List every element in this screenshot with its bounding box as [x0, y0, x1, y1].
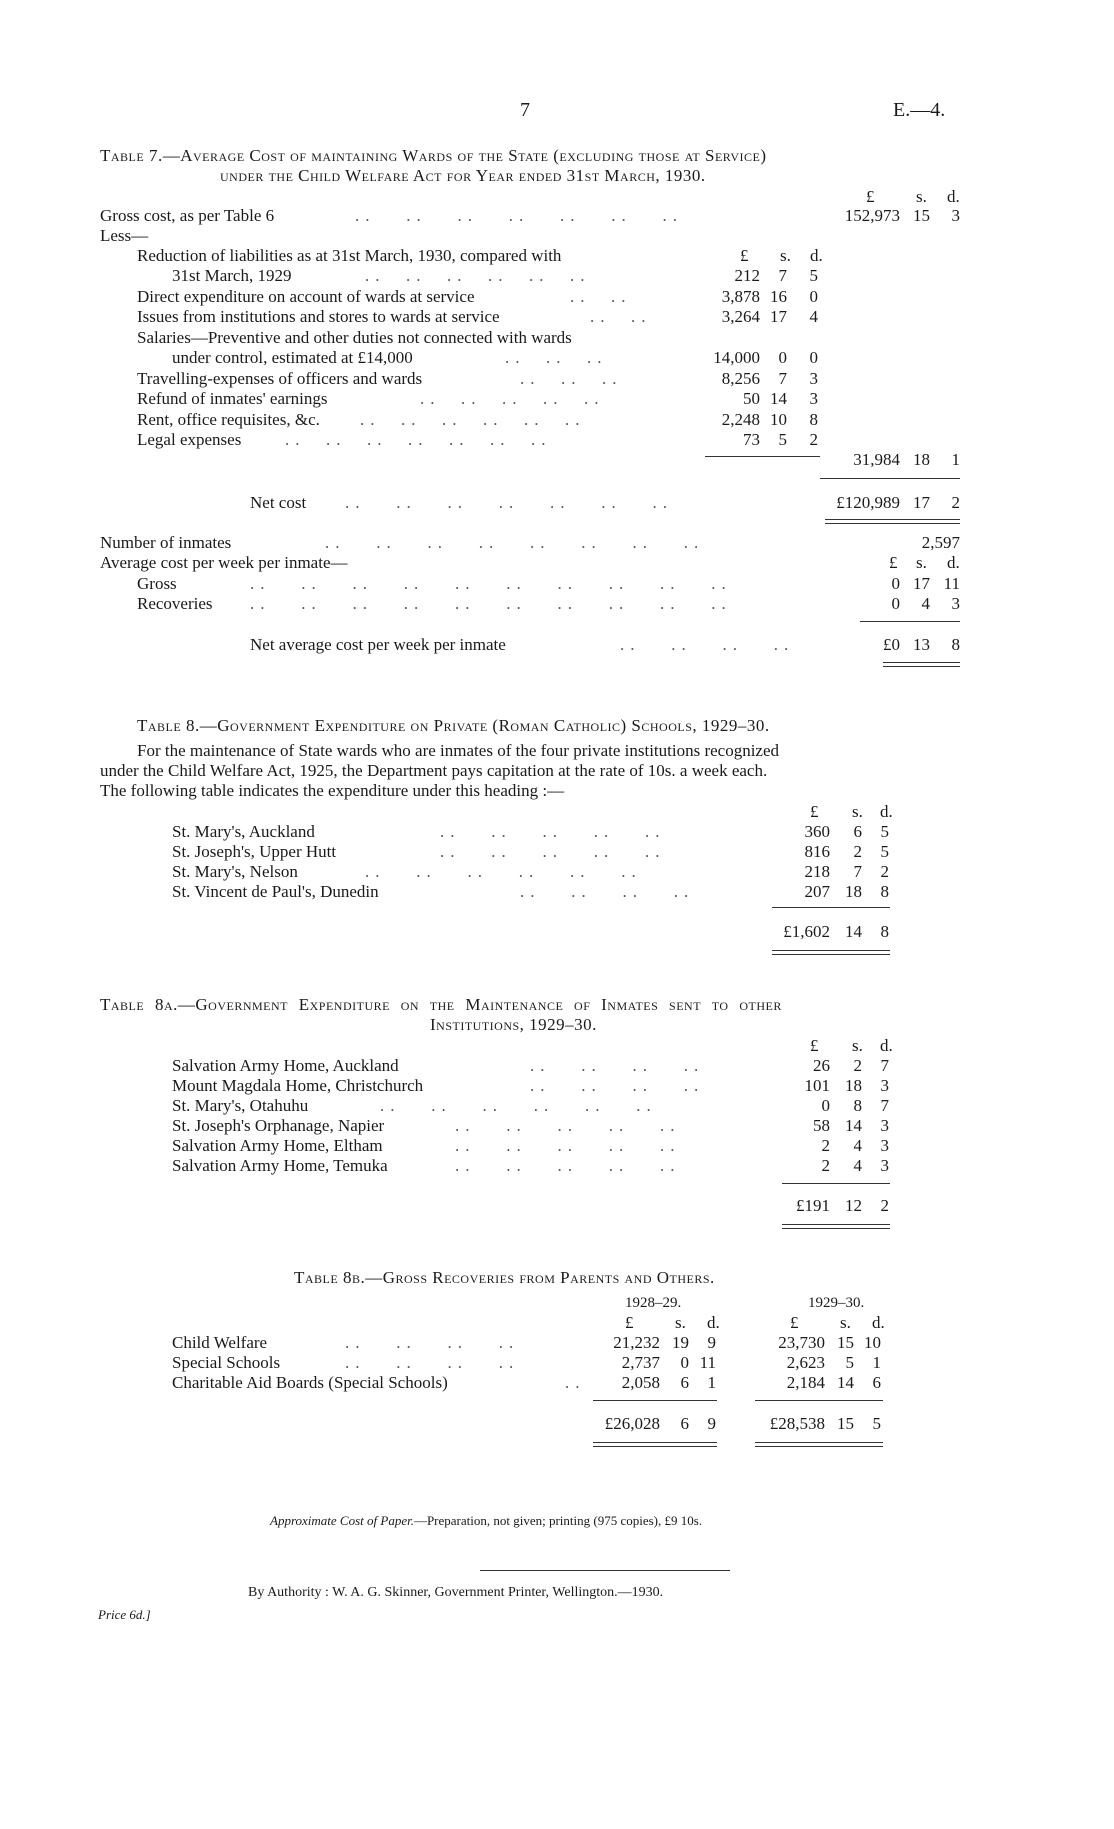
- net-avg-label: Net average cost per week per inmate: [250, 635, 506, 654]
- less-total-pounds: 31,984: [853, 450, 900, 469]
- gross-cost-pence: 3: [951, 206, 960, 225]
- table8a-row-pence: 3: [880, 1116, 889, 1135]
- less-item-shillings: 14: [770, 389, 787, 408]
- table7-title-line2: under the Child Welfare Act for Year ended 31st March, 1930.: [220, 166, 706, 185]
- rule: [593, 1400, 717, 1401]
- t8-currency-s: s.: [852, 802, 863, 821]
- t8b-y1-currency-s: s.: [675, 1313, 686, 1332]
- table8-paragraph: For the maintenance of State wards who are inmates of the four private institutions recognized: [137, 741, 780, 760]
- net-cost-shillings: 17: [913, 493, 930, 512]
- table8a-row-label: Salvation Army Home, Eltham: [172, 1136, 383, 1155]
- table8a-total-pence: 2: [880, 1196, 889, 1215]
- table8-row-pounds: 218: [804, 862, 830, 881]
- rule: [883, 666, 960, 667]
- table8b-title: Table 8b.—Gross Recoveries from Parents and Others.: [294, 1268, 715, 1287]
- less-item-pounds: 2,248: [721, 410, 760, 429]
- table8-row-shillings: 6: [853, 822, 862, 841]
- gross-avg-label: Gross: [137, 574, 177, 593]
- t8a-currency-s: s.: [852, 1036, 863, 1055]
- t7-sub-currency-s: s.: [780, 246, 791, 265]
- leader-dots: .. .. .. .. ..: [455, 1156, 681, 1175]
- less-item-label: Travelling-expenses of officers and wards: [137, 369, 423, 388]
- leader-dots: .. .. .. .. ..: [455, 1136, 681, 1155]
- table8a-title-line1: Table 8a.—Government Expenditure on the Maintenance of Inmates sent to other: [100, 995, 782, 1014]
- avg-currency-s: s.: [916, 553, 927, 572]
- recoveries-label: Recoveries: [137, 594, 213, 613]
- t7-currency-l: £: [866, 187, 875, 206]
- less-item-pence: 8: [809, 410, 818, 429]
- table8-paragraph: The following table indicates the expenditure under this heading :—: [100, 781, 565, 800]
- leader-dots: .. .. .. .. .. ..: [360, 410, 586, 429]
- avg-currency-d: d.: [947, 553, 960, 572]
- rule: [772, 907, 890, 908]
- recoveries-pence: 3: [951, 594, 960, 613]
- table8b-year2: 1929–30.: [808, 1295, 865, 1311]
- table8b-total1-pence: 9: [707, 1414, 716, 1433]
- table8b-y2-pence: 6: [872, 1373, 881, 1392]
- document-reference: E.—4.: [893, 99, 946, 121]
- avg-cost-label: Average cost per week per inmate—: [100, 553, 348, 572]
- rule: [782, 1224, 890, 1225]
- less-item-shillings: 16: [770, 287, 787, 306]
- table8b-row-label: Special Schools: [172, 1353, 281, 1372]
- leader-dots: .. .. .. .. .. .. ..: [345, 493, 673, 512]
- gross-cost-pounds: 152,973: [844, 206, 900, 225]
- table8-row-pence: 2: [880, 862, 889, 881]
- t8b-y2-currency-s: s.: [840, 1313, 851, 1332]
- table8a-row-pence: 3: [880, 1136, 889, 1155]
- table8a-row-pence: 7: [880, 1096, 889, 1115]
- table8-row-shillings: 18: [845, 882, 862, 901]
- net-avg-pence: 8: [951, 635, 960, 654]
- leader-dots: .. .. .. .. .. ..: [365, 862, 642, 881]
- less-total-shillings: 18: [913, 450, 930, 469]
- leader-dots: .. .. .. ..: [620, 635, 795, 654]
- table8-row-pounds: 816: [804, 842, 830, 861]
- net-cost-pence: 2: [951, 493, 960, 512]
- table8b-row-label: Child Welfare: [172, 1333, 268, 1352]
- table8b-y1-shillings: 0: [680, 1353, 689, 1372]
- table8b-year1: 1928–29.: [625, 1295, 682, 1311]
- less-item-label: Legal expenses: [137, 430, 242, 449]
- table8-title: Table 8.—Government Expenditure on Private (Roman Catholic) Schools, 1929–30.: [137, 716, 770, 735]
- table8a-row-pounds: 2: [821, 1136, 830, 1155]
- leader-dots: .. .. .. ..: [345, 1333, 520, 1352]
- less-item-pounds: 212: [734, 266, 760, 285]
- t8-currency-l: £: [810, 802, 819, 821]
- leader-dots: .. .. .. .. .. .. .. .. .. ..: [250, 594, 732, 613]
- table8b-y2-pounds: 23,730: [778, 1333, 825, 1352]
- less-item-pence: 4: [809, 307, 818, 326]
- table8-row-label: St. Mary's, Auckland: [172, 822, 315, 841]
- table8a-title-line2: Institutions, 1929–30.: [430, 1015, 597, 1034]
- table8a-row-pence: 3: [880, 1076, 889, 1095]
- rule: [755, 1400, 883, 1401]
- rule: [782, 1183, 890, 1184]
- leader-dots: .. .. .. ..: [530, 1056, 705, 1075]
- less-item-label: Direct expenditure on account of wards at service: [137, 287, 475, 306]
- t8-currency-d: d.: [880, 802, 893, 821]
- less-item-pence: 5: [809, 266, 818, 285]
- leader-dots: .. ..: [590, 307, 652, 326]
- table8b-y1-pence: 1: [707, 1373, 716, 1392]
- inmates-value: 2,597: [921, 533, 960, 552]
- leader-dots: .. .. .. .. .. .. .. ..: [325, 533, 705, 552]
- less-item-shillings: 0: [778, 348, 787, 367]
- t8b-y1-currency-d: d.: [707, 1313, 720, 1332]
- table8a-row-pence: 7: [880, 1056, 889, 1075]
- table8-total-pence: 8: [880, 922, 889, 941]
- rule: [755, 1442, 883, 1443]
- less-item-shillings: 7: [778, 266, 787, 285]
- less-item-label-cont: under control, estimated at £14,000: [172, 348, 413, 367]
- t8a-currency-l: £: [810, 1036, 819, 1055]
- leader-dots: .. .. ..: [505, 348, 608, 367]
- gross-cost-shillings: 15: [913, 206, 930, 225]
- t7-currency-d: d.: [947, 187, 960, 206]
- leader-dots: .. .. .. .. ..: [420, 389, 605, 408]
- table8b-row-label: Charitable Aid Boards (Special Schools): [172, 1373, 448, 1392]
- table8b-y2-pence: 10: [864, 1333, 881, 1352]
- table8b-y1-pence: 9: [707, 1333, 716, 1352]
- rule: [883, 662, 960, 663]
- rule: [825, 519, 960, 520]
- table8b-y2-shillings: 5: [845, 1353, 854, 1372]
- table8-row-shillings: 7: [853, 862, 862, 881]
- leader-dots: .. .. .. .. .. .. .. .. .. ..: [250, 574, 732, 593]
- less-item-label: Reduction of liabilities as at 31st March, 1930, compared with: [137, 246, 562, 265]
- table8a-row-label: St. Joseph's Orphanage, Napier: [172, 1116, 385, 1135]
- table8b-total2-pounds: £28,538: [769, 1414, 825, 1433]
- table8-row-pence: 8: [880, 882, 889, 901]
- table8b-total2-pence: 5: [872, 1414, 881, 1433]
- table8b-y2-pounds: 2,623: [786, 1353, 825, 1372]
- leader-dots: .. .. .. .. ..: [440, 822, 666, 841]
- leader-dots: ..: [565, 1373, 586, 1392]
- less-item-pence: 0: [809, 287, 818, 306]
- rule: [860, 621, 960, 622]
- table8a-row-shillings: 4: [853, 1136, 862, 1155]
- leader-dots: .. .. .. .. .. .. ..: [355, 206, 683, 225]
- rule: [782, 1228, 890, 1229]
- less-item-label: Rent, office requisites, &c.: [137, 410, 320, 429]
- less-item-pounds: 3,264: [721, 307, 760, 326]
- less-item-pence: 0: [809, 348, 818, 367]
- page-number: 7: [520, 99, 530, 121]
- rule: [480, 1570, 730, 1571]
- less-item-pounds: 73: [743, 430, 760, 449]
- leader-dots: .. .. .. .. ..: [440, 842, 666, 861]
- table8-row-pounds: 360: [804, 822, 830, 841]
- less-item-pence: 3: [809, 369, 818, 388]
- rule: [772, 950, 890, 951]
- gross-avg-pounds: 0: [891, 574, 900, 593]
- less-label: Less—: [100, 226, 149, 245]
- table8-row-label: St. Joseph's, Upper Hutt: [172, 842, 337, 861]
- leader-dots: .. ..: [570, 287, 632, 306]
- leader-dots: .. .. .. .. ..: [455, 1116, 681, 1135]
- table8b-y1-pounds: 2,058: [621, 1373, 660, 1392]
- less-item-pence: 2: [809, 430, 818, 449]
- paper-cost-label: Approximate Cost of Paper.: [270, 1513, 414, 1528]
- net-avg-shillings: 13: [913, 635, 930, 654]
- table8b-y2-shillings: 15: [837, 1333, 854, 1352]
- avg-currency-l: £: [889, 553, 898, 572]
- table8b-y1-pounds: 21,232: [613, 1333, 660, 1352]
- t8b-y1-currency-l: £: [625, 1313, 634, 1332]
- table8a-total-pounds: £191: [796, 1196, 830, 1215]
- t8b-y2-currency-l: £: [790, 1313, 799, 1332]
- table8b-total2-shillings: 15: [837, 1414, 854, 1433]
- less-item-pounds: 3,878: [721, 287, 760, 306]
- table8a-row-label: Mount Magdala Home, Christchurch: [172, 1076, 424, 1095]
- t7-sub-currency-l: £: [740, 246, 749, 265]
- table8-row-label: St. Vincent de Paul's, Dunedin: [172, 882, 379, 901]
- less-item-shillings: 7: [778, 369, 787, 388]
- table8a-row-shillings: 14: [845, 1116, 862, 1135]
- rule: [593, 1442, 717, 1443]
- recoveries-shillings: 4: [921, 594, 930, 613]
- table8b-y1-shillings: 6: [680, 1373, 689, 1392]
- table8b-y1-pounds: 2,737: [621, 1353, 660, 1372]
- table8b-y1-shillings: 19: [672, 1333, 689, 1352]
- less-item-label: Issues from institutions and stores to wards at service: [137, 307, 500, 326]
- table8-total-pounds: £1,602: [783, 922, 830, 941]
- net-cost-pounds: £120,989: [836, 493, 900, 512]
- less-item-shillings: 5: [778, 430, 787, 449]
- rule: [825, 523, 960, 524]
- table8-paragraph: under the Child Welfare Act, 1925, the Department pays capitation at the rate of 10s. a week each.: [100, 761, 768, 780]
- table8b-y2-shillings: 14: [837, 1373, 854, 1392]
- table8b-total1-pounds: £26,028: [604, 1414, 660, 1433]
- table8a-row-label: St. Mary's, Otahuhu: [172, 1096, 309, 1115]
- table8-row-pounds: 207: [804, 882, 830, 901]
- table8a-row-shillings: 2: [853, 1056, 862, 1075]
- less-item-shillings: 17: [770, 307, 787, 326]
- net-avg-pounds: £0: [883, 635, 900, 654]
- leader-dots: .. .. .. ..: [345, 1353, 520, 1372]
- less-item-pence: 3: [809, 389, 818, 408]
- leader-dots: .. .. .. .. .. ..: [380, 1096, 657, 1115]
- gross-avg-pence: 11: [943, 574, 960, 593]
- table8a-row-label: Salvation Army Home, Temuka: [172, 1156, 388, 1175]
- rule: [820, 478, 960, 479]
- net-cost-label: Net cost: [250, 493, 307, 512]
- less-item-label-cont: 31st March, 1929: [172, 266, 292, 285]
- paper-cost-text: —Preparation, not given; printing (975 copies), £9 10s.: [413, 1513, 703, 1528]
- t7-currency-s: s.: [916, 187, 927, 206]
- gross-cost-label: Gross cost, as per Table 6: [100, 206, 275, 225]
- table8a-row-pounds: 101: [804, 1076, 830, 1095]
- table8-row-shillings: 2: [853, 842, 862, 861]
- table8-row-label: St. Mary's, Nelson: [172, 862, 298, 881]
- less-item-label: Refund of inmates' earnings: [137, 389, 328, 408]
- table8b-y2-pence: 1: [872, 1353, 881, 1372]
- recoveries-pounds: 0: [891, 594, 900, 613]
- table8b-y1-pence: 11: [699, 1353, 716, 1372]
- table8a-row-label: Salvation Army Home, Auckland: [172, 1056, 399, 1075]
- table8b-y2-pounds: 2,184: [786, 1373, 825, 1392]
- gross-avg-shillings: 17: [913, 574, 930, 593]
- table8-row-pence: 5: [880, 842, 889, 861]
- table8a-row-shillings: 4: [853, 1156, 862, 1175]
- price-note: Price 6d.]: [98, 1607, 151, 1622]
- t7-sub-currency-d: d.: [810, 246, 823, 265]
- table8a-row-pounds: 0: [821, 1096, 830, 1115]
- table8a-row-pounds: 58: [813, 1116, 830, 1135]
- leader-dots: .. .. ..: [520, 369, 623, 388]
- less-item-pounds: 8,256: [721, 369, 760, 388]
- leader-dots: .. .. .. ..: [530, 1076, 705, 1095]
- paper-cost-note: [270, 1511, 702, 1531]
- table8a-row-pounds: 2: [821, 1156, 830, 1175]
- leader-dots: .. .. .. .. .. ..: [365, 266, 591, 285]
- rule: [593, 1446, 717, 1447]
- table8-row-pence: 5: [880, 822, 889, 841]
- table8b-total1-shillings: 6: [680, 1414, 689, 1433]
- less-total-pence: 1: [951, 450, 960, 469]
- table8-total-shillings: 14: [845, 922, 862, 941]
- t8b-y2-currency-d: d.: [872, 1313, 885, 1332]
- inmates-label: Number of inmates: [100, 533, 232, 552]
- rule: [705, 456, 820, 457]
- leader-dots: .. .. .. .. .. .. ..: [285, 430, 552, 449]
- rule: [772, 954, 890, 955]
- authority-line: By Authority : W. A. G. Skinner, Government Printer, Wellington.—1930.: [248, 1585, 664, 1600]
- leader-dots: .. .. .. ..: [520, 882, 695, 901]
- table7-title-line1: Table 7.—Average Cost of maintaining Wards of the State (excluding those at Service): [100, 146, 767, 165]
- less-item-pounds: 14,000: [713, 348, 760, 367]
- less-item-shillings: 10: [770, 410, 787, 429]
- table8a-row-shillings: 18: [845, 1076, 862, 1095]
- table8a-row-pounds: 26: [813, 1056, 830, 1075]
- rule: [755, 1446, 883, 1447]
- less-item-label: Salaries—Preventive and other duties not connected with wards: [137, 328, 572, 347]
- less-item-pounds: 50: [743, 389, 760, 408]
- table8a-row-pence: 3: [880, 1156, 889, 1175]
- table8a-total-shillings: 12: [845, 1196, 862, 1215]
- t8a-currency-d: d.: [880, 1036, 893, 1055]
- table8a-row-shillings: 8: [853, 1096, 862, 1115]
